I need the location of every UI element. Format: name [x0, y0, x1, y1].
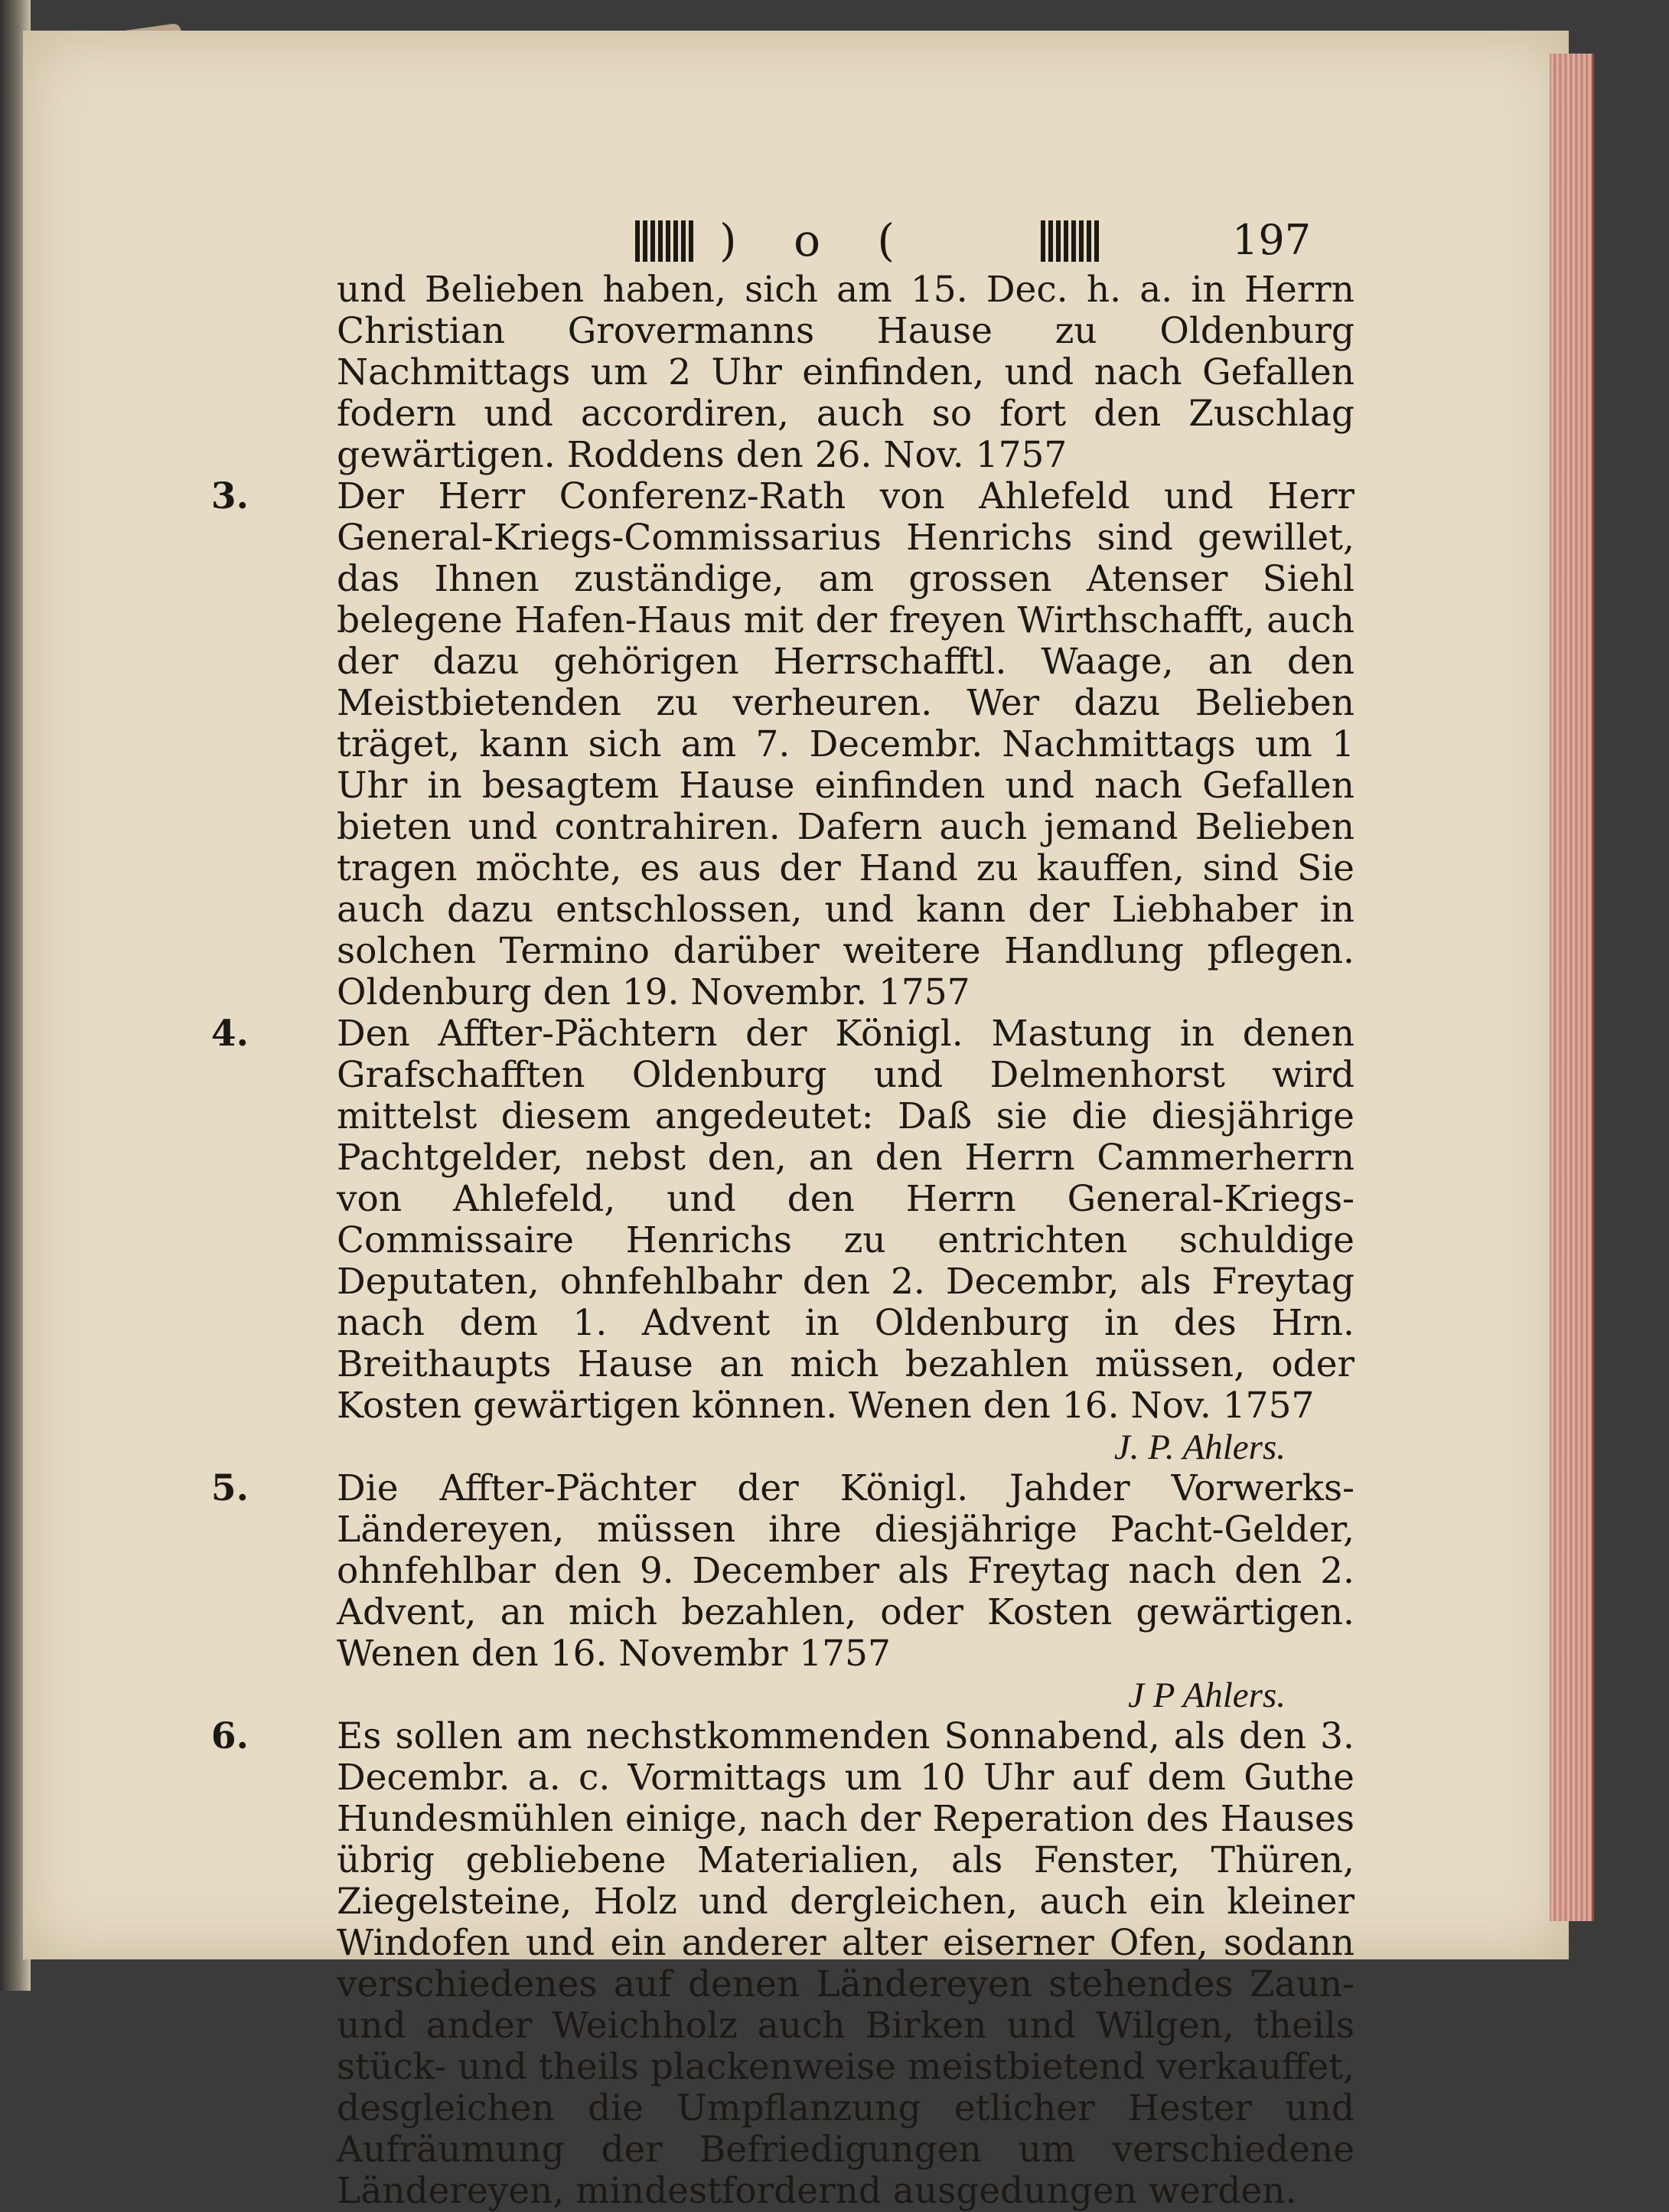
entry-6: [210, 1715, 1354, 2212]
entry-continuation: [337, 269, 1354, 476]
entry-number: 5.: [210, 1467, 249, 1509]
entry-number: 4.: [210, 1013, 249, 1055]
header-center: ) o (: [719, 214, 917, 266]
entry-3: [210, 475, 1354, 1013]
entry-text: Der Herr Conferenz-Rath von Ahlefeld und Herr General-Kriegs-Commissarius Henrichs sind gewillet, das Ihnen zuständige, am grossen Atenser Siehl belegene Hafen-Haus mit der freyen Wirthschafft, auch der dazu gehörigen Herrschafftl. Waage, an den Meistbietenden zu verheuren. Wer dazu Belieben träget, kann sich am 7. Decembr. Nachmittags um 1 Uhr in besagtem Hause einfinden und nach Gefallen bieten und contrahiren. Dafern auch jemand Belieben tragen möchte, es aus der Hand zu kauffen, sind Sie auch dazu entschlossen, und kann der Liebhaber in solchen Termino darüber weitere Handlung pflegen. Oldenburg den 19. Novembr. 1757: [337, 475, 1354, 1013]
signature: J. P. Ahlers.: [1113, 1427, 1286, 1467]
page-number: 197: [1232, 216, 1312, 264]
entry-text: Den Affter-Pächtern der Königl. Mastung in denen Grafschafften Oldenburg und Delmenhorst wird mittelst diesem angedeutet: Daß sie die diesjährige Pachtgelder, nebst den, an den Herrn Cammerherrn von Ahlefeld, und den Herrn General-Kriegs-Commissaire Henrichs zu entrichten schuldige Deputaten, ohnfehlbahr den 2. Decembr, als Freytag nach dem 1. Advent in Oldenburg in des Hrn. Breithaupts Hause an mich bezahlen müssen, oder Kosten gewärtigen können. Wenen den 16. Nov. 1757: [337, 1013, 1354, 1427]
ornament-icon: [1041, 220, 1102, 262]
page-edges: [1550, 54, 1594, 1921]
signature: J P Ahlers.: [1128, 1675, 1286, 1715]
page-body: [210, 269, 1354, 2212]
entry-number: 6.: [210, 1715, 249, 1757]
entry-text: Die Affter-Pächter der Königl. Jahder Vorwerks-Ländereyen, müssen ihre diesjährige Pacht-Gelder, ohnfehlbar den 9. December als Freytag nach den 2. Advent, an mich bezahlen, oder Kosten gewärtigen. Wenen den 16. Novembr 1757: [337, 1467, 1354, 1675]
entry-5: [210, 1467, 1354, 1716]
entry-text: und Belieben haben, sich am 15. Dec. h. a. in Herrn Christian Grovermanns Hause zu Oldenburg Nachmittags um 2 Uhr einfinden, und nach Gefallen fodern und accordiren, auch so fort den Zuschlag gewärtigen. Roddens den 26. Nov. 1757: [337, 269, 1354, 476]
entry-4: [210, 1013, 1354, 1468]
ornament-icon: [635, 220, 696, 262]
page-header: [612, 214, 1312, 274]
entry-number: 3.: [210, 475, 249, 517]
entry-text: Es sollen am nechstkommenden Sonnabend, als den 3. Decembr. a. c. Vormittags um 10 Uhr auf dem Guthe Hundesmühlen einige, nach der Reperation des Hauses übrig gebliebene Materialien, als Fenster, Thüren, Ziegelsteine, Holz und dergleichen, auch ein kleiner Windofen und ein anderer alter eiserner Ofen, sodann verschiedenes auf denen Ländereyen stehendes Zaun- und ander Weichholz auch Birken und Wilgen, theils stück- und theils plackenweise meistbietend verkauffet, desgleichen die Umpflanzung etlicher Hester und Aufräumung der Befriedigungen um verschiedene Ländereyen, mindestfordernd ausgedungen werden.: [337, 1715, 1354, 2212]
